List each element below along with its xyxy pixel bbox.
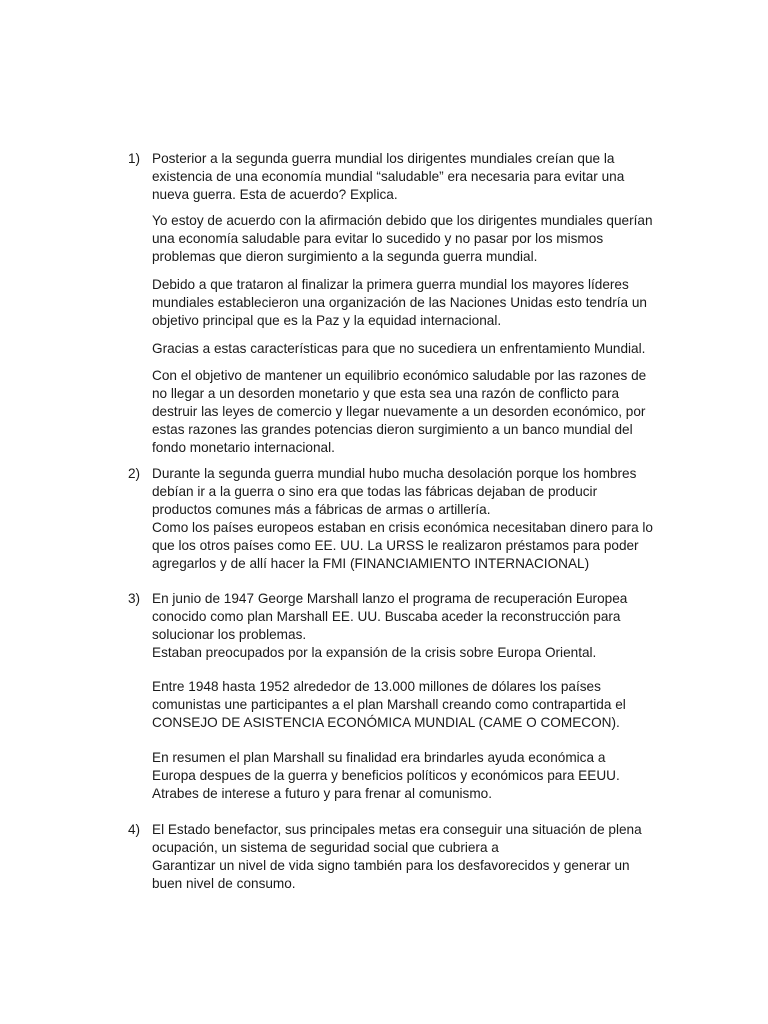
item-number: 1) [128, 151, 141, 166]
item-number: 4) [128, 822, 141, 837]
answer-paragraph: En junio de 1947 George Marshall lanzo el programa de recuperación Europea conocido como plan Marshall EE. UU. Buscaba aceder la reconstrucción para solucionar los problemas. Estaban preocupados por la expansión de la crisis sobre Europa Oriental. [152, 591, 628, 660]
item-number: 2) [128, 466, 141, 481]
answer-paragraph: En resumen el plan Marshall su finalidad era brindarles ayuda económica a Europa despues de la guerra y beneficios políticos y económicos para EEUU. Atrabes de interese a futuro y para frenar al comunismo. [152, 750, 620, 801]
answer-paragraph: Durante la segunda guerra mundial hubo mucha desolación porque los hombres debían ir a la guerra o sino era que todas las fábricas dejaban de producir productos comunes más a fábricas de armas o artillería. Como los países europeos estaban en crisis económica necesitaban dinero para lo que los otros países como EE. UU. La URSS le realizaron préstamos para poder agregarlos y de allí hacer la FMI (FINANCIAMIENTO INTERNACIONAL) [152, 466, 653, 571]
answer-paragraph: El Estado benefactor, sus principales metas era conseguir una situación de plena ocupación, un sistema de seguridad social que cubriera a Garantizar un nivel de vida signo también para los desfavorecidos y generar un buen nivel de consumo. [152, 822, 642, 891]
answer-paragraph: Gracias a estas características para que no sucediera un enfrentamiento Mundial. [152, 341, 646, 356]
answer-paragraph: Con el objetivo de mantener un equilibrio económico saludable por las razones de no llegar a un desorden monetario y que esta sea una razón de conflicto para destruir las leyes de comercio y llegar nuevamente a un desorden económico, por estas razones las grandes potencias dieron surgimiento a un banco mundial del fondo monetario internacional. [152, 368, 647, 455]
question-paragraph: Posterior a la segunda guerra mundial los dirigentes mundiales creían que la existencia de una economía mundial “saludable” era necesaria para evitar una nueva guerra. Esta de acuerdo? Explica. [152, 151, 625, 202]
answer-paragraph: Yo estoy de acuerdo con la afirmación debido que los dirigentes mundiales querían una economía saludable para evitar lo sucedido y no pasar por los mismos problemas que dieron surgimiento a la segunda guerra mundial. [152, 213, 653, 264]
answer-paragraph: Entre 1948 hasta 1952 alrededor de 13.000 millones de dólares los países comunistas une participantes a el plan Marshall creando como contrapartida el CONSEJO DE ASISTENCIA ECONÓMICA MUNDIAL (CAME O COMECON). [152, 679, 626, 730]
item-number: 3) [128, 591, 141, 606]
answer-paragraph: Debido a que trataron al finalizar la primera guerra mundial los mayores líderes mundiales establecieron una organización de las Naciones Unidas esto tendría un objetivo principal que es la Paz y la equidad internacional. [152, 277, 647, 328]
